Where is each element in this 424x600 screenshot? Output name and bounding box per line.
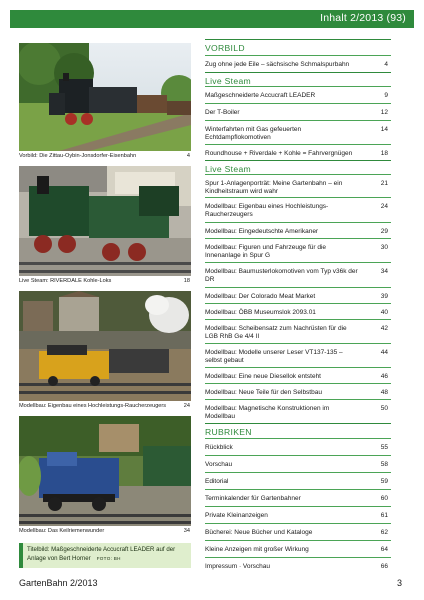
cover-caption-line: Titelbild: Maßgeschneiderte Accucraft LEADER auf der [27,546,176,553]
toc-entry[interactable]: Modellbau: Neue Teile für den Selbstbau 48 [205,383,391,397]
magazine-name: GartenBahn 2/2013 [19,578,98,588]
toc-entry[interactable]: Vorschau 58 [205,455,391,469]
toc-entry[interactable]: Roundhouse + Riverdale + Kohle = Fahrvergnügen 18 [205,144,391,158]
toc-entry[interactable]: Spur 1-Anlagenporträt: Meine Gartenbahn – ein Kindheitstraum wird wahr 21 [205,174,391,196]
toc-entry[interactable]: Modellbau: Magnetische Konstruktionen im Modellbau 50 [205,399,391,421]
toc-entry[interactable]: Private Kleinanzeigen 61 [205,506,391,520]
toc-entry[interactable]: Modellbau: Eine neue Diesellok entsteht 46 [205,367,391,381]
toc-entry[interactable]: Modellbau: Figuren und Fahrzeuge für die Innenanlage in Spur G 30 [205,238,391,260]
photo-keilriemen-loco [19,416,191,526]
toc-entry[interactable]: Bücherei: Neue Bücher und Kataloge 62 [205,523,391,537]
section-heading: VORBILD [205,39,391,53]
toc-entry[interactable]: Maßgeschneiderte Accucraft LEADER 9 [205,86,391,100]
photo-narrow-gauge-train [19,43,191,151]
photo-riverdale-locos [19,166,191,276]
issue-title: Inhalt 2/2013 (93) [320,12,406,24]
toc-entry[interactable]: Editorial 59 [205,472,391,486]
toc-entry[interactable]: Der T-Boiler 12 [205,103,391,117]
photo-credit: FOTO: BH [96,555,121,561]
photo-smoke-generator-layout [19,291,191,401]
toc-entry[interactable]: Modellbau: ÖBB Museumslok 2093.01 40 [205,303,391,317]
toc-entry[interactable]: Modellbau: Scheibensatz zum Nachrüsten für die LGB RhB Ge 4/4 II 42 [205,319,391,341]
cover-caption-line: Anlage von Bert Horner FOTO: BH [27,554,121,562]
photo-caption: Modellbau: Das Keilriemenwunder 34 [19,528,190,534]
cover-caption-box [19,543,191,568]
photo-block-3 [19,291,191,410]
toc-entry[interactable]: Modellbau: Der Colorado Meat Market 39 [205,287,391,301]
toc-entry[interactable]: Terminkalender für Gartenbahner 60 [205,489,391,503]
header-bar [10,10,414,28]
photo-caption: Vorbild: Die Zittau-Oybin-Jonsdorfer-Eisenbahn 4 [19,153,190,159]
toc-entry[interactable]: Zug ohne jede Eile – sächsische Schmalspurbahn 4 [205,55,391,69]
section-heading: Live Steam [205,72,391,86]
photo-caption: Live Steam: RIVERDALE Kohle-Loks 18 [19,278,190,284]
section-heading: Live Steam [205,160,391,174]
toc-entry[interactable]: Modellbau: Eigenbau eines Hochleistungs-Raucherzeugers 24 [205,197,391,219]
photo-block-4 [19,416,191,535]
toc-entry[interactable]: Modellbau: Eingedeutschte Amerikaner 29 [205,222,391,236]
toc-entry[interactable]: Rückblick 55 [205,438,391,452]
page-number: 3 [396,578,402,588]
toc-entry[interactable]: Modellbau: Modelle unserer Leser VT137-135 – selbst gebaut 44 [205,343,391,365]
section-heading: RUBRIKEN [205,423,391,437]
photo-block-1 [19,43,191,160]
toc-entry[interactable]: Impressum · Vorschau 66 [205,557,391,571]
toc-entry[interactable]: Kleine Anzeigen mit großer Wirkung 64 [205,540,391,554]
photo-caption: Modellbau: Eigenbau eines Hochleistungs-Raucherzeugers 24 [19,403,190,409]
toc-entry[interactable]: Modellbau: Baumusterlokomotiven vom Typ v36k der DR 34 [205,262,391,284]
photo-block-2 [19,166,191,285]
toc-entry[interactable]: Winterfahrten mit Gas gefeuerten Echtdampflokomotiven 14 [205,120,391,142]
